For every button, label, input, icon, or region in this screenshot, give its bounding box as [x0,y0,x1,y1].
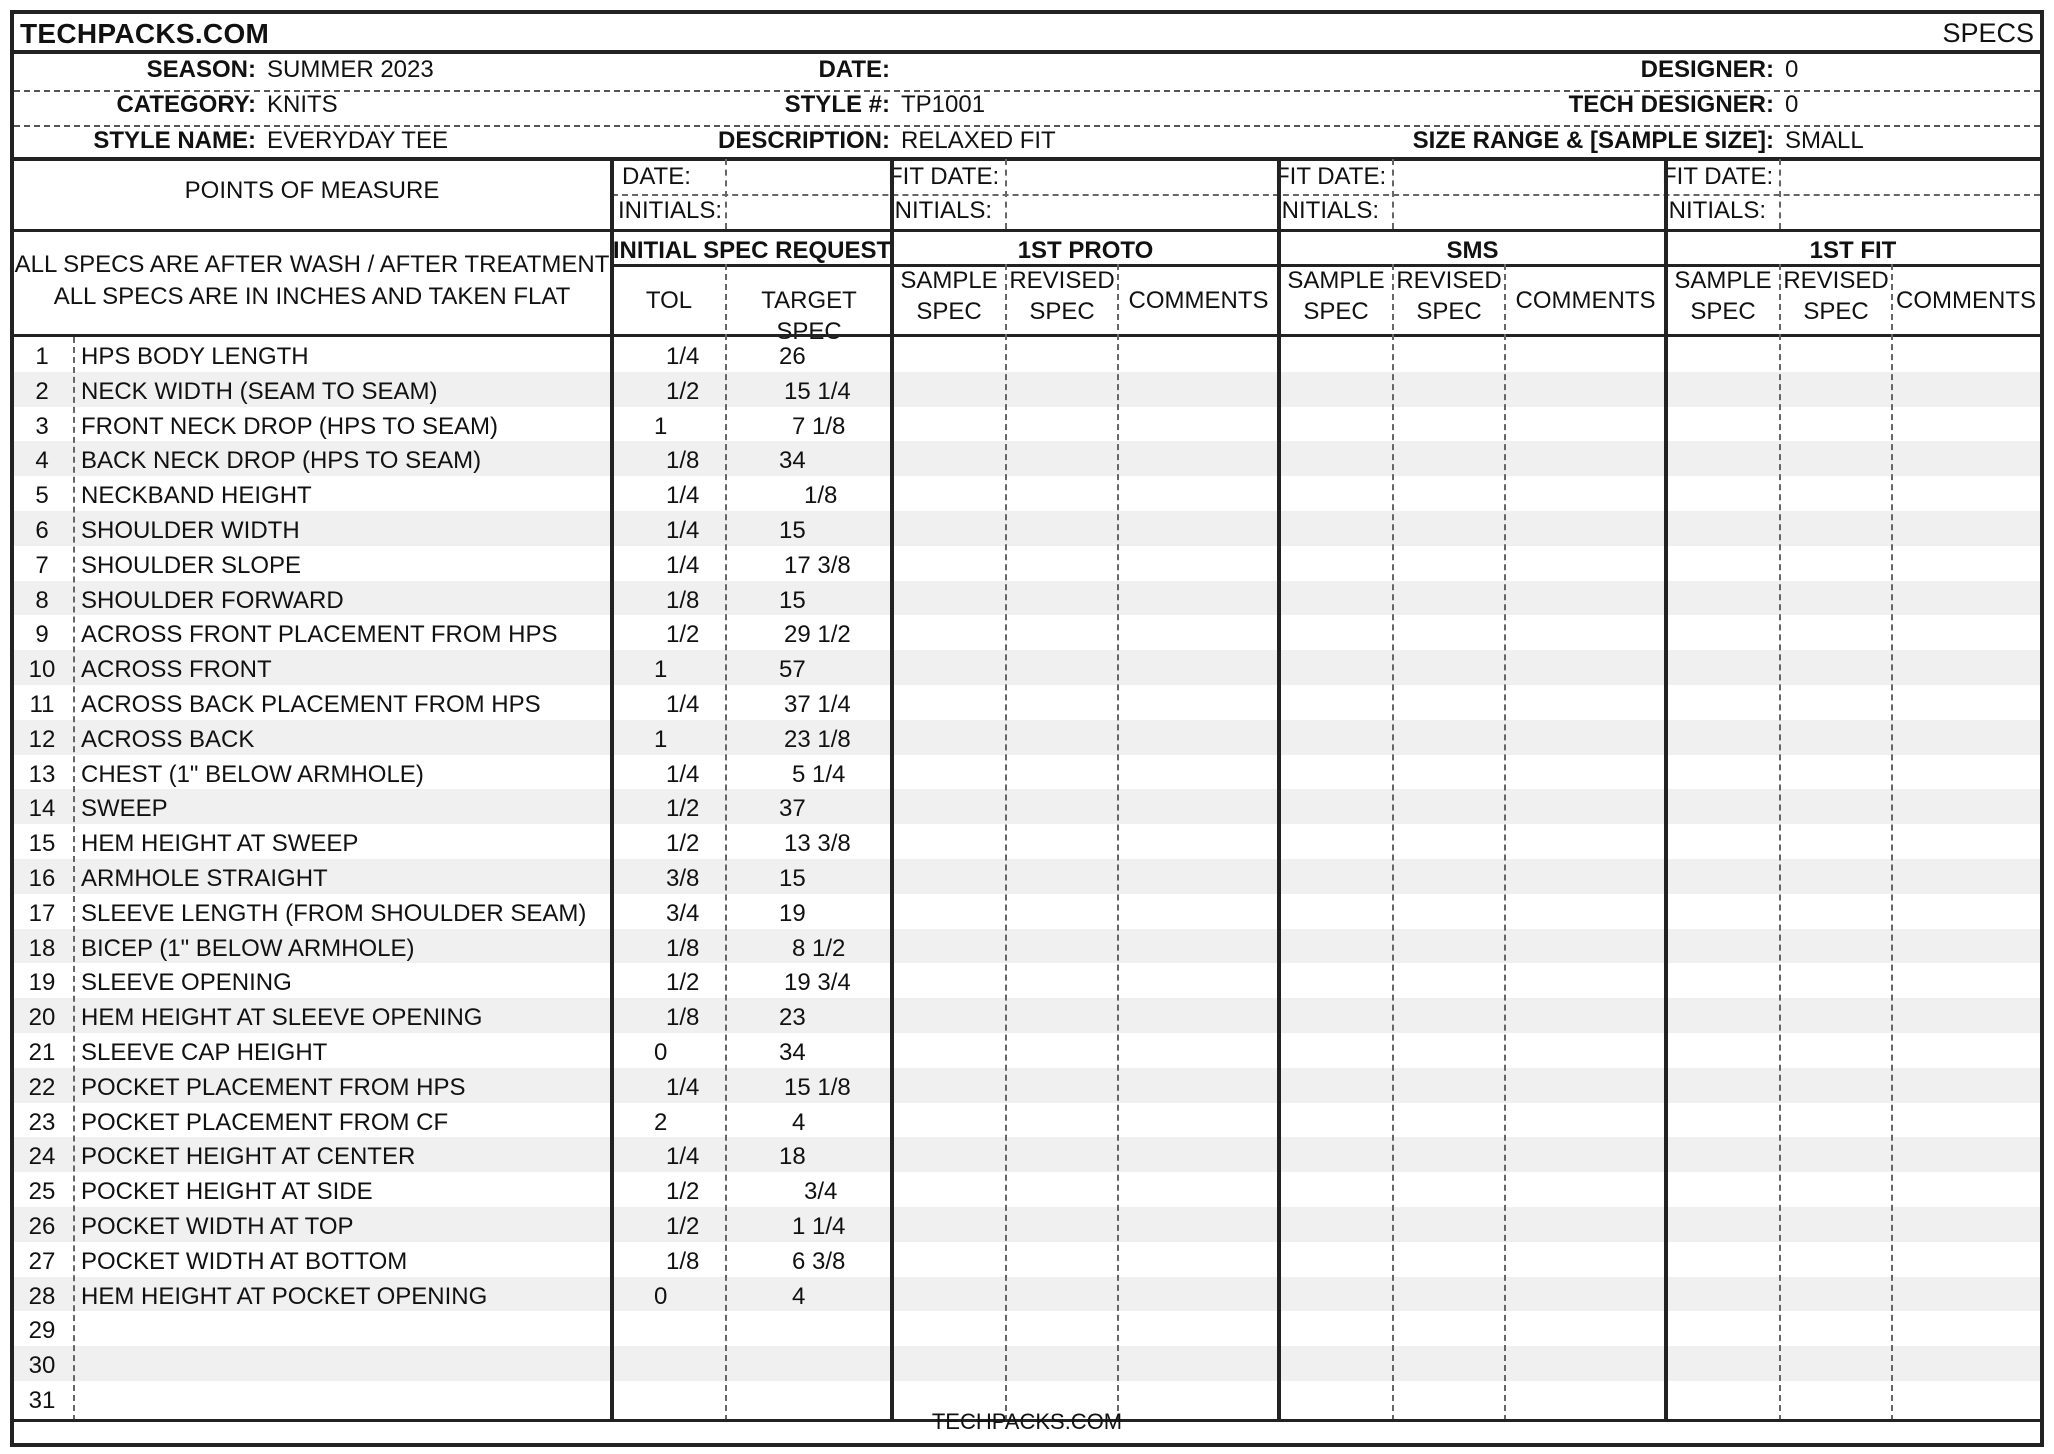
row-point-of-measure[interactable]: CHEST (1" BELOW ARMHOLE) [81,760,424,788]
row-tolerance[interactable]: 1/2 [666,830,700,858]
col-divider-proto [1277,159,1281,1421]
proto-initials-label: INITIALS: [888,197,993,224]
row-tolerance[interactable]: 1/2 [666,377,700,405]
row-target-spec[interactable]: 6 3/8 [792,1247,846,1275]
row-number: 6 [35,517,49,544]
row-target-spec[interactable]: 1 1/4 [792,1213,846,1240]
row-point-of-measure[interactable]: SLEEVE LENGTH (FROM SHOULDER SEAM) [81,899,587,927]
row-target-spec[interactable]: 13 3/8 [784,830,851,858]
row-number: 16 [28,865,56,892]
group-top-divider [612,229,2040,232]
date-initials-divider [612,194,2040,196]
table-row [14,1137,2040,1172]
pom-header: POINTS OF MEASURE [184,177,440,204]
row-point-of-measure[interactable]: POCKET WIDTH AT BOTTOM [81,1247,408,1275]
row-number: 11 [29,691,55,718]
row-tolerance[interactable]: 1/8 [666,1247,700,1275]
initial-initials-label: INITIALS: [618,197,723,224]
row-tolerance[interactable]: 1 [654,725,668,753]
table-row [14,546,2040,581]
row-point-of-measure[interactable]: POCKET PLACEMENT FROM CF [81,1108,449,1136]
col-divider-row-number [73,337,75,1421]
table-row [14,755,2040,790]
row-tolerance[interactable]: 1/4 [666,1143,700,1171]
sms-initials-label: INITIALS: [1275,197,1380,224]
row-number: 21 [28,1039,56,1066]
row-tolerance[interactable]: 1/4 [666,343,700,370]
row-tolerance[interactable]: 1/4 [666,551,700,579]
brand-title: TECHPACKS.COM [20,18,270,49]
col-divider-fit-revised [1891,264,1893,1421]
category-value[interactable]: KNITS [267,91,338,118]
row-tolerance[interactable]: 1/4 [666,760,700,788]
table-row [14,963,2040,998]
sms-col-sample-2: SPEC [1303,298,1369,325]
row-tolerance[interactable]: 1 [654,412,668,440]
col-divider-proto-sample [1005,264,1007,1421]
table-row [14,476,2040,511]
row-target-spec[interactable]: 1/8 [804,482,838,510]
row-tolerance[interactable]: 1/4 [666,482,700,510]
row-tolerance[interactable]: 1/8 [666,586,700,614]
table-row [14,824,2040,859]
col-divider-pom [610,159,614,1421]
col-divider-proto-date [1005,159,1007,229]
table-row [14,1033,2040,1068]
row-point-of-measure[interactable]: ACROSS BACK PLACEMENT FROM HPS [81,691,541,718]
col-divider-fit-date [1779,159,1781,229]
subheader-divider [612,264,2040,267]
section-title: SPECS [1942,18,2034,48]
row-number: 31 [28,1387,56,1414]
col-divider-date-value [725,159,727,229]
description-label: DESCRIPTION: [717,127,890,154]
title-divider [14,50,2040,54]
table-row [14,685,2040,720]
fit-col-sample-2: SPEC [1690,298,1756,325]
col-tol: TOL [645,287,693,314]
col-divider-sms [1664,159,1668,1421]
row-target-spec[interactable]: 57 [779,656,806,684]
fit-fit-date-label: FIT DATE: [1662,163,1774,190]
size-range-label: SIZE RANGE & [SAMPLE SIZE]: [1412,127,1774,154]
col-divider-sms-sample [1392,264,1394,1421]
table-row [14,859,2040,894]
sms-col-revised-2: SPEC [1416,298,1482,325]
row-number: 7 [35,551,49,579]
col-divider-tol [725,264,727,1421]
row-tolerance[interactable]: 1/8 [666,1004,700,1032]
row-point-of-measure[interactable]: POCKET PLACEMENT FROM HPS [81,1073,466,1101]
row-tolerance[interactable]: 0 [654,1039,668,1066]
row-point-of-measure[interactable]: ACROSS FRONT PLACEMENT FROM HPS [81,621,558,649]
description-value[interactable]: RELAXED FIT [901,127,1056,154]
row-tolerance[interactable]: 1/8 [666,447,700,475]
table-row [14,1311,2040,1346]
spec-rows [14,337,2040,1419]
row-target-spec[interactable]: 19 [779,899,806,927]
style-name-label: STYLE NAME: [93,127,256,154]
season-value[interactable]: SUMMER 2023 [267,56,434,83]
row-number: 18 [28,934,56,962]
season-label: SEASON: [146,56,256,83]
category-label: CATEGORY: [116,91,256,118]
col-target-spec: TARGET SPEC [761,287,857,345]
row-point-of-measure[interactable]: HEM HEIGHT AT POCKET OPENING [81,1282,488,1310]
col-divider-fit-sample [1779,264,1781,1421]
row-target-spec[interactable]: 15 1/4 [784,377,851,405]
row-target-spec[interactable]: 26 [779,343,806,370]
row-target-spec[interactable]: 8 1/2 [792,934,846,962]
row-number: 24 [28,1143,56,1171]
row-point-of-measure[interactable]: POCKET HEIGHT AT SIDE [81,1178,373,1206]
row-point-of-measure[interactable]: SLEEVE CAP HEIGHT [81,1039,328,1066]
row-number: 10 [28,656,56,684]
col-divider-sms-revised [1504,264,1506,1421]
style-name-value[interactable]: EVERYDAY TEE [267,127,448,154]
table-row [14,650,2040,685]
row-tolerance[interactable]: 1/4 [666,691,700,718]
spec-sheet [10,10,2044,1447]
row-point-of-measure[interactable]: SWEEP [81,795,168,823]
group-1st-fit: 1ST FIT [1809,237,1897,264]
row-point-of-measure[interactable]: HEM HEIGHT AT SLEEVE OPENING [81,1004,483,1032]
row-target-spec[interactable]: 15 [779,865,806,892]
table-row [14,407,2040,442]
pom-header-divider [14,229,612,232]
row-point-of-measure[interactable]: HPS BODY LENGTH [81,343,309,370]
row-point-of-measure[interactable]: ACROSS FRONT [81,656,272,684]
table-row [14,1172,2040,1207]
table-row [14,894,2040,929]
footer-brand: TECHPACKS.COM [931,1409,1123,1434]
sms-fit-date-label: FIT DATE: [1275,163,1387,190]
proto-fit-date-label: FIT DATE: [888,163,1000,190]
fit-initials-label: INITIALS: [1662,197,1767,224]
table-row [14,581,2040,616]
row-point-of-measure[interactable]: BACK NECK DROP (HPS TO SEAM) [81,447,482,475]
table-row [14,1068,2040,1103]
row-target-spec[interactable]: 23 [779,1004,806,1032]
row-target-spec[interactable]: 15 [779,517,806,544]
row-point-of-measure[interactable]: ARMHOLE STRAIGHT [81,865,328,892]
row-point-of-measure[interactable]: FRONT NECK DROP (HPS TO SEAM) [81,412,498,440]
row-number: 9 [35,621,49,649]
proto-col-revised-1: REVISED [1009,267,1115,294]
row-point-of-measure[interactable]: HEM HEIGHT AT SWEEP [81,830,359,858]
row-point-of-measure[interactable]: SHOULDER FORWARD [81,586,344,614]
fit-col-revised-1: REVISED [1783,267,1889,294]
row-target-spec[interactable]: 18 [779,1143,806,1171]
group-initial-spec-request: INITIAL SPEC REQUEST [612,237,892,264]
row-number: 25 [28,1178,56,1206]
row-point-of-measure[interactable]: POCKET WIDTH AT TOP [81,1213,354,1240]
tech-designer-label: TECH DESIGNER: [1568,91,1774,118]
row-number: 23 [28,1108,56,1136]
designer-label: DESIGNER: [1640,56,1774,83]
row-tolerance[interactable]: 0 [654,1282,668,1310]
size-range-value[interactable]: SMALL [1785,127,1864,154]
row-number: 13 [28,760,56,788]
row-number: 2 [35,377,49,405]
row-number: 30 [28,1352,56,1380]
row-target-spec[interactable]: 4 [792,1282,806,1310]
row-tolerance[interactable]: 3/8 [666,865,700,892]
table-row [14,998,2040,1033]
initial-date-label: DATE: [622,163,691,190]
col-divider-sms-date [1392,159,1394,229]
row-tolerance[interactable]: 1/2 [666,1213,700,1240]
proto-col-sample-2: SPEC [916,298,982,325]
table-row [14,1103,2040,1138]
fit-col-revised-2: SPEC [1803,298,1869,325]
row-number: 14 [28,795,56,823]
row-tolerance[interactable]: 3/4 [666,899,700,927]
row-point-of-measure[interactable]: SLEEVE OPENING [81,969,292,997]
row-target-spec[interactable]: 4 [792,1108,806,1136]
row-number: 26 [28,1213,56,1240]
row-number: 15 [28,830,56,858]
row-point-of-measure[interactable]: NECK WIDTH (SEAM TO SEAM) [81,377,438,405]
row-tolerance[interactable]: 1/8 [666,934,700,962]
row-target-spec[interactable]: 17 3/8 [784,551,851,579]
table-row [14,1346,2040,1381]
table-row [14,337,2040,372]
table-row [14,789,2040,824]
row-number: 12 [28,725,56,753]
row-point-of-measure[interactable]: NECKBAND HEIGHT [81,482,312,510]
row-target-spec[interactable]: 3/4 [804,1178,838,1206]
row-number: 4 [35,447,49,475]
row-point-of-measure[interactable]: ACROSS BACK [81,725,255,753]
style-number-label: STYLE #: [784,91,890,118]
row-target-spec[interactable]: 29 1/2 [784,621,851,649]
row-tolerance[interactable]: 1/4 [666,1073,700,1101]
row-point-of-measure[interactable]: SHOULDER WIDTH [81,517,300,544]
notes-line-1: ALL SPECS ARE AFTER WASH / AFTER TREATMENT [14,251,610,278]
row-tolerance[interactable]: 1/2 [666,621,700,649]
table-row [14,1207,2040,1242]
style-number-value[interactable]: TP1001 [901,91,986,118]
table-row [14,1242,2040,1277]
row-tolerance[interactable]: 1/2 [666,969,700,997]
table-row [14,372,2040,407]
col-divider-proto-revised [1117,264,1119,1421]
row-tolerance[interactable]: 1/2 [666,1178,700,1206]
proto-col-sample-1: SAMPLE [900,267,998,294]
fit-col-sample-1: SAMPLE [1674,267,1772,294]
row-target-spec[interactable]: 19 3/4 [784,969,851,997]
notes-line-2: ALL SPECS ARE IN INCHES AND TAKEN FLAT [53,283,571,310]
row-point-of-measure[interactable]: BICEP (1" BELOW ARMHOLE) [81,934,415,962]
table-row [14,615,2040,650]
header-bottom-divider [14,157,2040,161]
row-target-spec[interactable]: 34 [779,1039,806,1066]
designer-value[interactable]: 0 [1785,56,1799,83]
row-tolerance[interactable]: 1/2 [666,795,700,823]
row-target-spec[interactable]: 15 [779,586,806,614]
group-sms: SMS [1446,237,1499,264]
fit-col-comments: COMMENTS [1896,287,2036,314]
sms-col-revised-1: REVISED [1396,267,1502,294]
group-1st-proto: 1ST PROTO [1017,237,1154,264]
proto-col-revised-2: SPEC [1029,298,1095,325]
row-target-spec[interactable]: 7 1/8 [792,412,846,440]
row-number: 20 [28,1004,56,1032]
row-number: 17 [28,899,56,927]
row-tolerance[interactable]: 2 [654,1108,668,1136]
row-number: 5 [35,482,49,510]
sms-col-comments: COMMENTS [1515,287,1656,314]
col-divider-initial [890,159,894,1421]
date-label: DATE: [818,56,890,83]
table-row [14,511,2040,546]
row-target-spec[interactable]: 15 1/8 [784,1073,851,1101]
table-row [14,441,2040,476]
tech-designer-value[interactable]: 0 [1785,91,1799,118]
row-target-spec[interactable]: 5 1/4 [792,760,846,788]
row-number: 27 [28,1247,56,1275]
sms-col-sample-1: SAMPLE [1287,267,1385,294]
table-row [14,929,2040,964]
row-tolerance[interactable]: 1 [654,656,668,684]
row-number: 1 [35,343,49,370]
row-number: 29 [28,1317,56,1345]
row-target-spec[interactable]: 23 1/8 [784,725,851,753]
proto-col-comments: COMMENTS [1128,287,1269,314]
row-number: 22 [28,1073,56,1101]
row-number: 3 [35,412,49,440]
row-number: 8 [35,586,49,614]
table-row [14,720,2040,755]
row-point-of-measure[interactable]: POCKET HEIGHT AT CENTER [81,1143,416,1171]
table-row [14,1277,2040,1312]
row-target-spec[interactable]: 37 [779,795,806,823]
row-tolerance[interactable]: 1/4 [666,517,700,544]
row-target-spec[interactable]: 34 [779,447,806,475]
row-number: 28 [28,1282,56,1310]
row-number: 19 [28,969,56,997]
row-point-of-measure[interactable]: SHOULDER SLOPE [81,551,302,579]
row-target-spec[interactable]: 37 1/4 [784,691,851,718]
